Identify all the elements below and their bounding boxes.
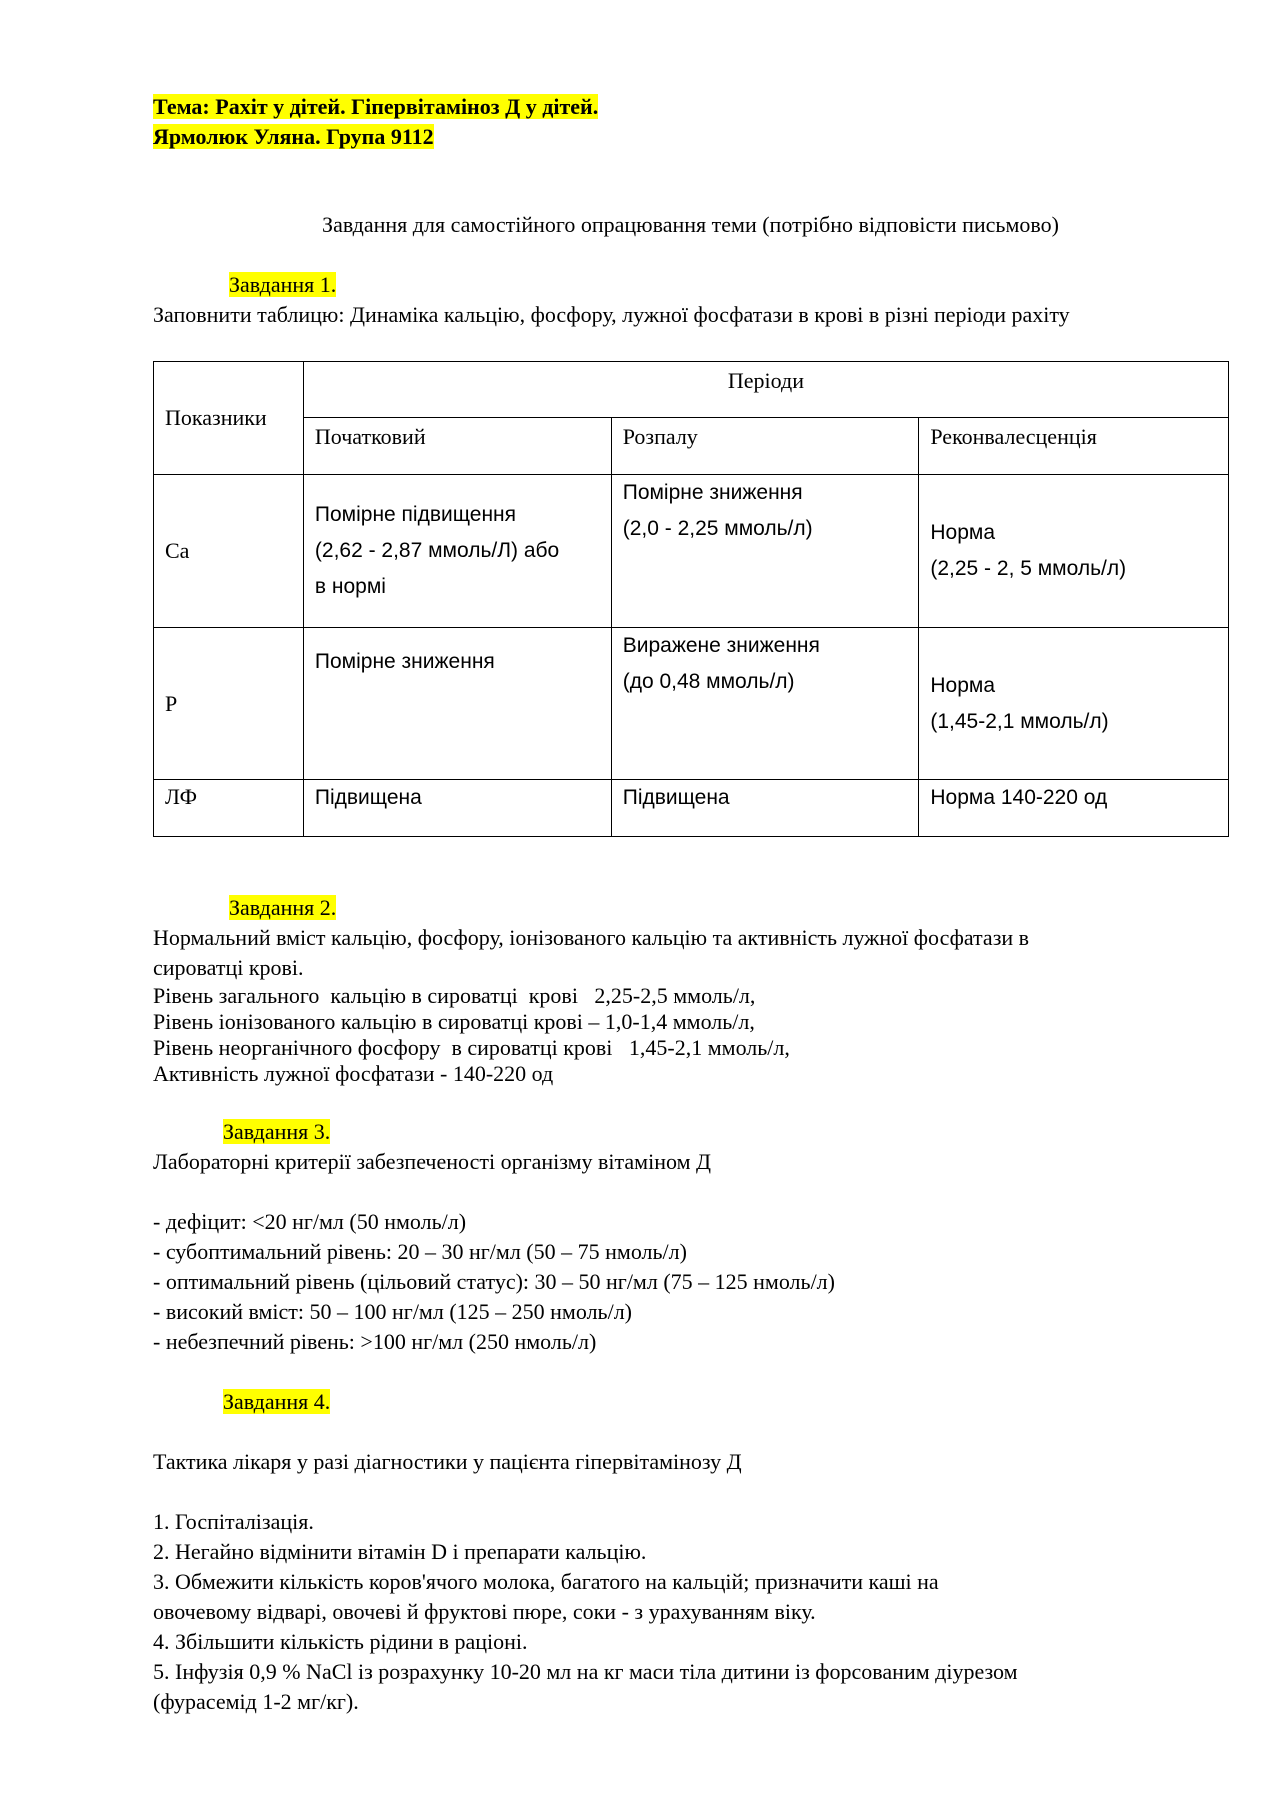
p-recovery: Норма (1,45-2,1 ммоль/л) [919, 628, 1229, 780]
row-name-lf: ЛФ [154, 780, 304, 837]
task1-text: Заповнити таблицю: Динаміка кальцію, фосфору, лужної фосфатази в крові в різні періоди рахіту [153, 302, 1070, 327]
ca-peak: Помірне зниження (2,0 - 2,25 ммоль/л) [611, 475, 919, 628]
task1-heading: Завдання 1. [229, 272, 337, 297]
task3-list: - дефіцит: <20 нг/мл (50 нмоль/л) - субоптимальний рівень: 20 – 30 нг/мл (50 – 75 нмоль/л) - оптимальний рівень (цільовий статус): 30 – 50 нг/мл (75 – 125 нмоль/л) - високий вміст: 50 – 100 нг/мл (125 – 250 нмоль/л) - небезпечний рівень: >100 нг/мл (250 нмоль/л) [153, 1209, 835, 1354]
task4-title: Тактика лікаря у разі діагностики у пацієнта гіпервітамінозу Д [153, 1449, 742, 1474]
task2-body: Нормальний вміст кальцію, фосфору, іонізованого кальцію та активність лужної фосфатази в сироватці крові. Рівень загального кальцію в сироватці крові 2,25-2,5 ммоль/л, Рівень іонізованого кальцію в сироватці крові – 1,0-1,4 ммоль/л, Рівень неорганічного фосфору в сироватці крові 1,45-2,1 ммоль/л, Активність лужної фосфатази - 140-220 од [153, 925, 1030, 1086]
row-name-ca: Са [154, 475, 304, 628]
header-topic [153, 92, 598, 122]
topic-text: Тема: Рахіт у дітей. Гіпервітаміноз Д у дітей. [153, 94, 599, 119]
indicators-header: Показники [154, 362, 304, 475]
p-initial: Помірне зниження [303, 628, 611, 780]
ca-recovery: Норма (2,25 - 2, 5 ммоль/л) [919, 475, 1229, 628]
ca-initial: Помірне підвищення (2,62 - 2,87 ммоль/Л) або в нормі [303, 475, 611, 628]
task3-title: Лабораторні критерії забезпеченості організму вітаміном Д [153, 1149, 712, 1174]
periods-header: Періоди [303, 362, 1228, 418]
period-recovery: Реконвалесценція [919, 418, 1229, 475]
lf-peak: Підвищена [611, 780, 919, 837]
header-author [153, 122, 434, 152]
task4-list: 1. Госпіталізація. 2. Негайно відмінити вітамін D і препарати кальцію. 3. Обмежити кількість коров'ячого молока, багатого на кальцій; призначити каші на овочевому відварі, овочеві й фруктові пюре, соки - з урахуванням віку. 4. Збільшити кількість рідини в раціоні. 5. Інфузія 0,9 % NaCl із розрахунку 10-20 мл на кг маси тіла дитини із форсованим діурезом (фурасемід 1-2 мг/кг). [153, 1509, 1018, 1714]
lf-initial: Підвищена [303, 780, 611, 837]
lf-recovery: Норма 140-220 од [919, 780, 1229, 837]
row-name-p: Р [154, 628, 304, 780]
period-initial: Початковий [303, 418, 611, 475]
task2-heading: Завдання 2. [229, 895, 337, 920]
table-row [154, 628, 1229, 780]
intro-text: Завдання для самостійного опрацювання теми (потрібно відповісти письмово) [322, 212, 1059, 237]
author-text: Ярмолюк Уляна. Група 9112 [153, 124, 434, 149]
period-peak: Розпалу [611, 418, 919, 475]
task3-heading: Завдання 3. [223, 1119, 331, 1144]
task4-heading: Завдання 4. [223, 1389, 331, 1414]
p-peak: Виражене зниження (до 0,48 ммоль/л) [611, 628, 919, 780]
rickets-table [153, 361, 1229, 837]
table-row [154, 475, 1229, 628]
table-row [154, 780, 1229, 837]
